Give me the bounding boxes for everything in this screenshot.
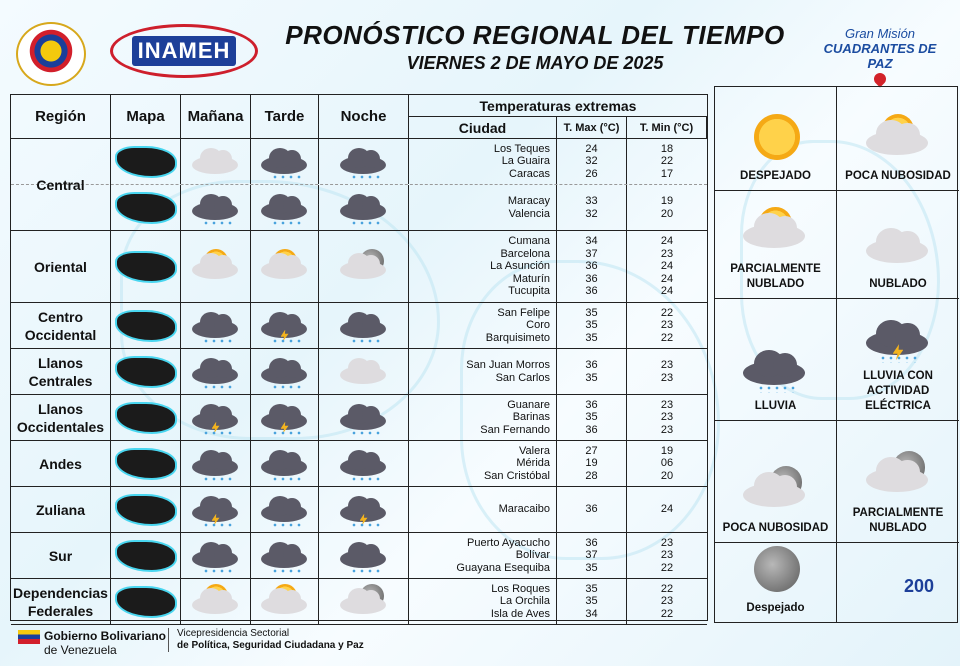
page-header (0, 0, 960, 88)
forecast-night (319, 349, 409, 394)
city-name: La Orchila (499, 595, 550, 608)
tmin-value: 23 (660, 549, 674, 562)
storm-cloud-icon (253, 400, 317, 436)
city-name: La Asunción (490, 260, 550, 273)
forecast-morning (181, 441, 251, 486)
city-name: Maturín (512, 272, 550, 285)
flag-icon (18, 630, 40, 644)
city-name: San Felipe (497, 306, 550, 319)
forecast-afternoon (251, 395, 319, 440)
forecast-night (319, 395, 409, 440)
legend-label: LLUVIA (754, 400, 797, 412)
rain-cloud-icon (253, 492, 317, 528)
cloud-icon (332, 354, 396, 390)
region-map (117, 496, 175, 524)
tmin-value: 24 (660, 503, 674, 516)
city-name: Bolívar (515, 549, 550, 562)
rain-cloud-icon (253, 446, 317, 482)
city-name: Los Roques (491, 582, 550, 595)
city-name: San Fernando (480, 423, 550, 436)
header-temps-title: Temperaturas extremas (409, 95, 707, 117)
gob-line2: de Venezuela (44, 643, 117, 657)
legend-label: PARCIALMENTE NUBLADO (852, 507, 944, 534)
city-name: La Guaira (501, 155, 550, 168)
gob-line1: Gobierno Bolivariano (44, 629, 167, 644)
tmin-value: 19 (660, 195, 674, 207)
table-row (11, 139, 707, 193)
tmin-list (627, 185, 707, 230)
header-afternoon: Tarde (251, 95, 319, 138)
tmin-value: 22 (660, 607, 674, 620)
map-cell (111, 441, 181, 486)
tmax-value: 35 (585, 331, 598, 344)
page-title: PRONÓSTICO REGIONAL DEL TIEMPO (285, 20, 785, 50)
city-name: Mérida (516, 457, 550, 470)
tmin-value: 23 (660, 398, 674, 411)
gmcp-line2: CUADRANTES DE PAZ (823, 41, 937, 71)
tmin-list (627, 533, 707, 578)
tmin-value: 23 (660, 411, 674, 424)
city-name: Guayana Esequiba (456, 561, 550, 574)
vice-line2: de Política, Seguridad Ciudadana y Paz (177, 640, 364, 651)
sun-cloud-icon (184, 584, 248, 620)
tmax-value: 27 (585, 444, 598, 457)
legend-label: DESPEJADO (740, 170, 811, 182)
rain-cloud-icon (253, 354, 317, 390)
city-list (409, 533, 557, 578)
vice-line1: Vicepresidencia Sectorial (177, 628, 290, 639)
table-row (11, 231, 707, 303)
rain-cloud-icon (184, 446, 248, 482)
rain-cloud-icon (332, 308, 396, 344)
cloud-icon (855, 222, 941, 271)
forecast-afternoon (251, 349, 319, 394)
region-map (117, 148, 175, 176)
rain-cloud-icon (184, 354, 248, 390)
tmin-value: 23 (660, 536, 674, 549)
storm-cloud-icon (332, 492, 396, 528)
tmax-list (557, 395, 627, 440)
tmin-list (627, 579, 707, 624)
tmax-value: 36 (585, 536, 598, 549)
gobierno-logo (18, 630, 166, 657)
tmin-list (627, 441, 707, 486)
tmax-list (557, 487, 627, 532)
city-list (409, 395, 557, 440)
forecast-morning (181, 487, 251, 532)
forecast-afternoon (251, 303, 319, 348)
region-name: Zuliana (11, 487, 111, 532)
page-subtitle: VIERNES 2 DE MAYO DE 2025 (406, 53, 664, 73)
ayacucho-number: 200 (903, 576, 935, 596)
storm-cloud-icon (184, 492, 248, 528)
header-tmin: T. Min (°C) (627, 117, 707, 139)
storm-cloud-icon (855, 314, 941, 363)
map-cell (111, 395, 181, 440)
page-footer (0, 624, 960, 666)
city-name: Coro (526, 319, 550, 332)
city-list (409, 303, 557, 348)
legend-item (837, 299, 959, 421)
city-name: Barinas (512, 411, 550, 424)
forecast-night (319, 303, 409, 348)
forecast-night (319, 579, 409, 624)
coat-of-arms-logo (16, 22, 86, 86)
tmax-value: 34 (585, 607, 598, 620)
tmax-value: 36 (585, 285, 598, 298)
tmin-value: 23 (660, 371, 674, 384)
table-row (11, 441, 707, 487)
sun-cloud-icon (855, 114, 941, 163)
tmin-value: 22 (660, 561, 674, 574)
tmax-value: 37 (585, 549, 598, 562)
map-cell (111, 349, 181, 394)
forecast-afternoon (251, 139, 319, 184)
region-name: Centro Occidental (11, 303, 111, 348)
table-row (11, 395, 707, 441)
legend-item (837, 421, 959, 543)
legend-item (837, 87, 959, 191)
tmax-list (557, 231, 627, 302)
tmax-list (557, 303, 627, 348)
forecast-afternoon (251, 579, 319, 624)
sun-cloud-icon (732, 207, 818, 256)
gmcp-line1: Gran Misión (844, 26, 916, 41)
tmax-value: 24 (585, 142, 598, 155)
tmax-value: 28 (585, 469, 598, 482)
forecast-night (319, 487, 409, 532)
tmin-value: 22 (660, 306, 674, 319)
table-row (11, 579, 707, 625)
city-list (409, 185, 557, 230)
city-name: San Cristóbal (483, 469, 550, 482)
rain-cloud-icon (253, 144, 317, 180)
map-cell (111, 487, 181, 532)
tmin-value: 24 (660, 285, 674, 298)
tmax-list (557, 441, 627, 486)
legend-item (715, 299, 837, 421)
tmax-value: 19 (585, 457, 598, 470)
forecast-night (319, 139, 409, 184)
forecast-night (319, 441, 409, 486)
table-row (11, 487, 707, 533)
city-name: Los Teques (493, 142, 550, 155)
region-map (117, 253, 175, 281)
table-header-row (11, 95, 707, 139)
map-cell (111, 579, 181, 624)
tmin-list (627, 395, 707, 440)
tmax-value: 36 (585, 359, 598, 371)
moon-cloud-icon (732, 466, 818, 515)
table-row (11, 533, 707, 579)
city-list (409, 349, 557, 394)
map-cell (111, 533, 181, 578)
region-name: Sur (11, 533, 111, 578)
tmin-value: 22 (660, 331, 674, 344)
city-name: Valencia (508, 207, 550, 220)
tmax-value: 36 (585, 398, 598, 411)
region-name: Llanos Centrales (11, 349, 111, 394)
rain-cloud-icon (332, 190, 396, 226)
region-name: Oriental (11, 231, 111, 302)
tmin-list (627, 139, 707, 184)
inameh-label: INAMEH (132, 36, 237, 66)
tmax-value: 35 (585, 371, 598, 384)
city-list (409, 231, 557, 302)
forecast-afternoon (251, 185, 319, 230)
header-tmax: T. Max (°C) (557, 117, 627, 139)
legend-item (715, 87, 837, 191)
ayacucho-200-logo (896, 576, 942, 658)
tmax-value: 35 (585, 595, 598, 608)
sun-cloud-icon (253, 249, 317, 285)
tmin-value: 23 (660, 595, 674, 608)
tmin-list (627, 349, 707, 394)
tmax-value: 36 (585, 272, 598, 285)
legend-label: POCA NUBOSIDAD (845, 170, 951, 182)
tmin-value: 22 (660, 582, 674, 595)
city-name: San Carlos (495, 371, 550, 384)
gran-mision-logo (810, 26, 950, 80)
map-cell (111, 231, 181, 302)
city-name: Maracaibo (498, 503, 550, 516)
vicepresidencia-label (168, 628, 364, 652)
tmax-list (557, 533, 627, 578)
map-cell (111, 303, 181, 348)
tmin-list (627, 487, 707, 532)
sun-cloud-icon (253, 584, 317, 620)
tmax-list (557, 139, 627, 184)
legend-item (837, 191, 959, 299)
rain-cloud-icon (732, 344, 818, 393)
forecast-night (319, 185, 409, 230)
tmax-value: 36 (585, 260, 598, 273)
city-name: Valera (519, 444, 550, 457)
storm-cloud-icon (253, 308, 317, 344)
map-cell (111, 185, 181, 230)
tmin-value: 24 (660, 260, 674, 273)
region-map (117, 404, 175, 432)
cloud-icon (184, 144, 248, 180)
legend-label: LLUVIA CON ACTIVIDAD ELÉCTRICA (863, 370, 933, 412)
tmax-list (557, 349, 627, 394)
tmax-value: 36 (585, 423, 598, 436)
map-cell (111, 139, 181, 184)
page-title-block (270, 20, 800, 74)
city-name: San Juan Morros (466, 359, 550, 371)
header-night: Noche (319, 95, 409, 138)
tmax-value: 37 (585, 247, 598, 260)
tmax-value: 35 (585, 306, 598, 319)
region-name: Andes (11, 441, 111, 486)
table-row (11, 349, 707, 395)
region-map (117, 588, 175, 616)
tmax-value: 35 (585, 561, 598, 574)
region-map (117, 542, 175, 570)
tmax-value: 36 (585, 503, 598, 516)
city-name: Guanare (507, 398, 550, 411)
moon-cloud-icon (855, 451, 941, 500)
forecast-night (319, 533, 409, 578)
tmin-value: 20 (660, 207, 674, 220)
city-list (409, 441, 557, 486)
rain-cloud-icon (332, 538, 396, 574)
tmin-value: 06 (660, 457, 674, 470)
rain-cloud-icon (253, 190, 317, 226)
forecast-morning (181, 139, 251, 184)
tmin-value: 22 (660, 155, 674, 168)
forecast-table (10, 94, 708, 621)
rain-cloud-icon (253, 538, 317, 574)
moon-icon (732, 546, 818, 595)
forecast-afternoon (251, 441, 319, 486)
tmin-value: 19 (660, 444, 674, 457)
forecast-morning (181, 579, 251, 624)
sun-icon (732, 114, 818, 163)
legend-item (715, 421, 837, 543)
region-map (117, 358, 175, 386)
rain-cloud-icon (184, 308, 248, 344)
tmax-value: 26 (585, 167, 598, 180)
city-name: Barcelona (500, 247, 550, 260)
rain-cloud-icon (184, 190, 248, 226)
tmin-value: 23 (660, 423, 674, 436)
header-morning: Mañana (181, 95, 251, 138)
city-name: Isla de Aves (490, 607, 550, 620)
city-name: Puerto Ayacucho (467, 536, 550, 549)
city-list (409, 139, 557, 184)
region-name: Llanos Occidentales (11, 395, 111, 440)
forecast-afternoon (251, 533, 319, 578)
rain-cloud-icon (332, 400, 396, 436)
forecast-afternoon (251, 487, 319, 532)
forecast-morning (181, 185, 251, 230)
tmin-value: 23 (660, 359, 674, 371)
legend-label: NUBLADO (869, 278, 927, 290)
region-map (117, 450, 175, 478)
forecast-morning (181, 231, 251, 302)
location-pin-icon (872, 71, 889, 88)
sun-cloud-icon (184, 249, 248, 285)
tmin-value: 24 (660, 272, 674, 285)
storm-cloud-icon (184, 400, 248, 436)
region-name: Dependencias Federales (11, 579, 111, 624)
city-name: Tucupita (508, 285, 550, 298)
forecast-afternoon (251, 231, 319, 302)
city-name: Barquisimeto (485, 331, 550, 344)
tmax-list (557, 185, 627, 230)
header-map: Mapa (111, 95, 181, 138)
header-region: Región (11, 95, 111, 138)
moon-cloud-icon (332, 249, 396, 285)
table-row (11, 185, 707, 231)
tmax-value: 33 (585, 195, 598, 207)
tmin-value: 17 (660, 167, 674, 180)
rain-cloud-icon (332, 446, 396, 482)
city-list (409, 579, 557, 624)
forecast-morning (181, 303, 251, 348)
tmin-value: 20 (660, 469, 674, 482)
rain-cloud-icon (332, 144, 396, 180)
forecast-morning (181, 395, 251, 440)
rain-cloud-icon (184, 538, 248, 574)
forecast-night (319, 231, 409, 302)
city-name: Maracay (507, 195, 550, 207)
forecast-morning (181, 349, 251, 394)
tmax-value: 35 (585, 319, 598, 332)
tmax-value: 35 (585, 582, 598, 595)
table-row (11, 303, 707, 349)
tmax-value: 34 (585, 235, 598, 248)
city-name: Cumana (508, 235, 550, 248)
tmin-value: 24 (660, 235, 674, 248)
legend-label: POCA NUBOSIDAD (722, 522, 829, 534)
header-city: Ciudad (409, 117, 557, 139)
region-map (117, 312, 175, 340)
city-name: Caracas (509, 167, 550, 180)
tmin-value: 23 (660, 319, 674, 332)
moon-cloud-icon (332, 584, 396, 620)
tmax-value: 32 (585, 155, 598, 168)
tmin-list (627, 231, 707, 302)
city-list (409, 487, 557, 532)
region-map (117, 194, 175, 222)
tmin-value: 23 (660, 247, 674, 260)
forecast-morning (181, 533, 251, 578)
legend-label: Despejado (746, 602, 805, 614)
legend-item (715, 543, 837, 623)
tmax-list (557, 579, 627, 624)
legend-panel (714, 86, 958, 623)
tmin-list (627, 303, 707, 348)
tmin-value: 18 (660, 142, 674, 155)
inameh-logo (110, 24, 258, 78)
region-name: Central (11, 139, 111, 231)
legend-label: PARCIALMENTE NUBLADO (730, 263, 821, 290)
tmax-value: 35 (585, 411, 598, 424)
tmax-value: 32 (585, 207, 598, 220)
legend-item (715, 191, 837, 299)
